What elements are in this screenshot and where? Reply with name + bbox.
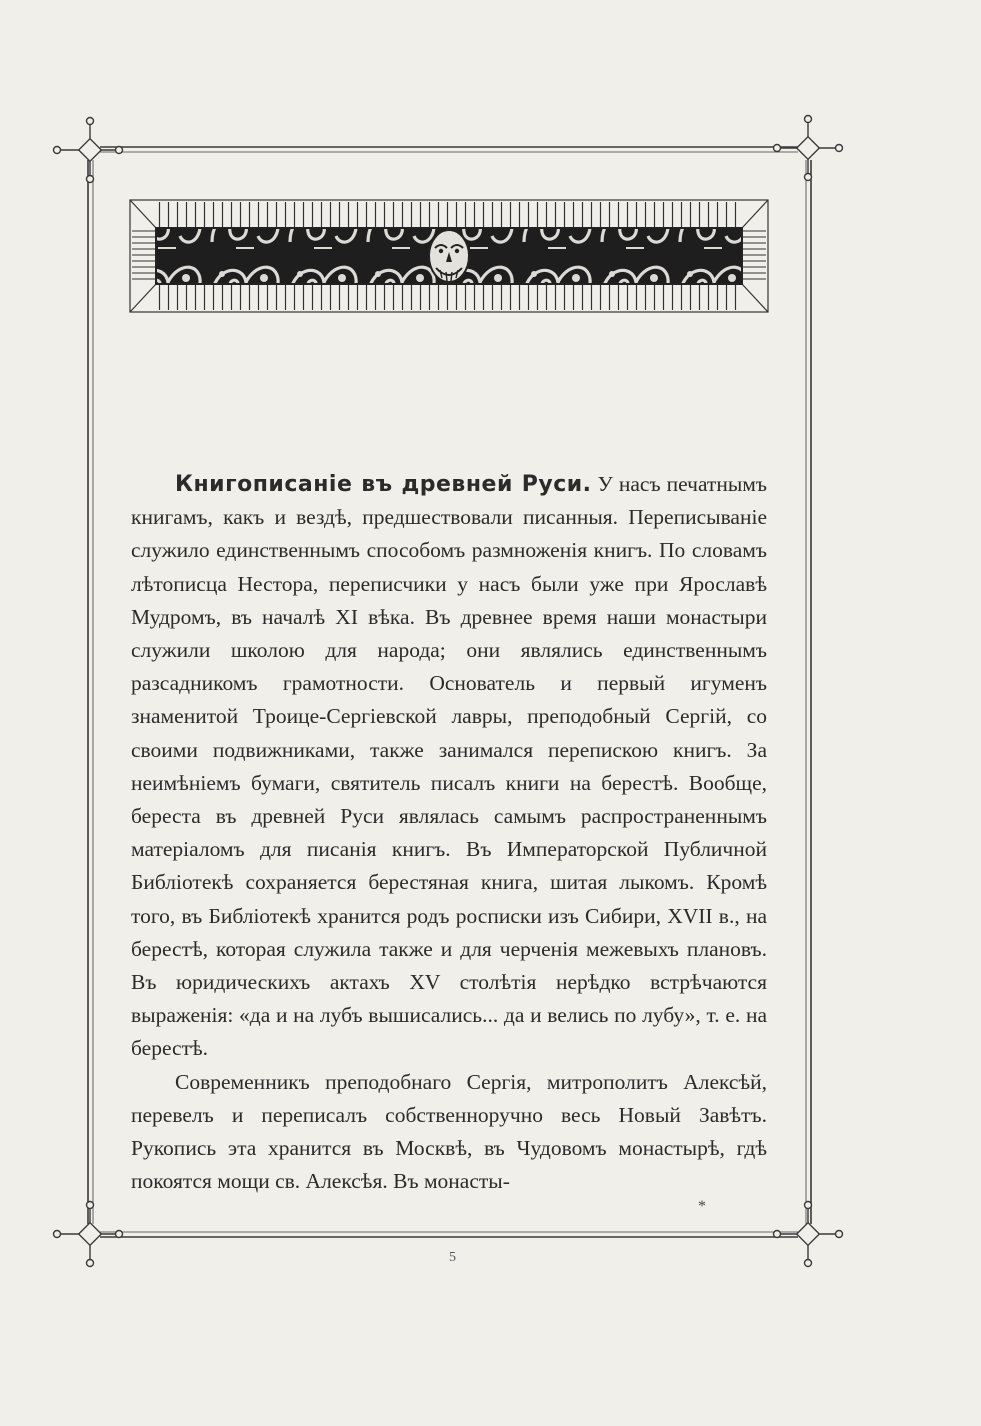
paragraph-1-text: У насъ печатнымъ книгамъ, какъ и вездѣ, предшествовали писанныя. Переписываніе служило единственнымъ способомъ размноженія книгъ. По словамъ лѣтописца Нестора, переписчики у насъ были уже при Ярославѣ Мудромъ, въ началѣ XI вѣка. Въ древнее время наши монастыри служили школою для народа; они являлись единственнымъ разсадникомъ грамотности. Основатель и первый игуменъ знаменитой Троице-Сергіевской лавры, преподобный Сергій, со своими подвижниками, также занимался перепискою книгъ. За неимѣніемъ бумаги, святитель писалъ книги на берестѣ. Вообще, береста въ древней Руси являлась самымъ распространеннымъ матеріаломъ для писанія книгъ. Въ Императорской Публичной Библіотекѣ сохраняется берестяная книга, шитая лыкомъ. Кромѣ того, въ Библіотекѣ хранится родъ росписки изъ Сибири, XVII в., на берестѣ, которая служила также и для черченія межевыхъ плановъ. Въ юридическихъ актахъ XV столѣтія нерѣдко встрѣчаются выраженія: «да и на лубъ вышисались... да и велись по лубу», т. е. на берестѣ. [131, 472, 767, 1061]
corner-ornament-top-right-icon [774, 116, 843, 181]
signature-mark: * [698, 1198, 706, 1215]
page-number: 5 [449, 1250, 456, 1265]
article-body [131, 468, 767, 1198]
run-in-heading: Книгописаніе въ древней Руси. [175, 472, 592, 497]
paragraph-1 [131, 468, 767, 1066]
paragraph-2: Современникъ преподобнаго Сергія, митрополитъ Алексѣй, перевелъ и переписалъ собственноручно весь Новый Завѣтъ. Рукопись эта хранится въ Москвѣ, въ Чудовомъ монастырѣ, гдѣ покоятся мощи св. Алексѣя. Въ монасты- [131, 1069, 767, 1194]
mask-face-icon [429, 230, 469, 282]
ornamental-headpiece [128, 198, 770, 314]
